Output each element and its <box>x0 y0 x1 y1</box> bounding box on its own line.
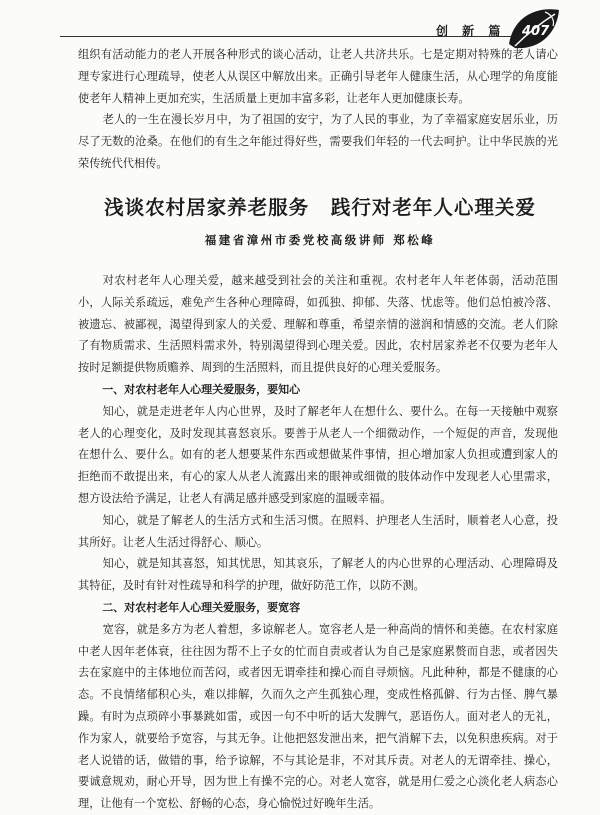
paragraph: 知心，就是走进老年人内心世界，及时了解老年人在想什么、要什么。在每一天接触中观察老人的心理变化，及时发现其喜怒哀乐。要善于从老人一个细微动作，一个短促的声音，发现他在想什么、要什么。如有的老人想要某件东西或想做某件事情，担心增加家人负担或遭到家人的拒绝而不敢提出来，有心的家人从老人流露出来的眼神或细微的肢体动作中发现老人心里需求，想方设法给予满足，让老人有满足感并感受到家庭的温暖幸福。 <box>78 404 558 505</box>
paragraph: 宽容，就是多方为老人着想，多谅解老人。宽容老人是一种高尚的情怀和美德。在农村家庭中老人因年老体衰，往往因为帮不上子女的忙而自责或者认为自己是家庭累赘而自悲，或者因失去在家庭中的主体地位而苦闷，或者因无谓牵挂和操心而自寻烦恼。凡此种种，都是不健康的心态。不良情绪郁积心头，难以排解，久而久之产生孤独心理，变成性格孤僻、行为古怪、脾气暴躁。有时为点琐碎小事暴跳如雷，或因一句不中听的话大发脾气，恶语伤人。面对老人的无礼，作为家人，就要给予宽容，与其无争。让他把怒发泄出来，把气消解下去，以免积患疾病。对于老人说错的话，做错的事，给予谅解，不与其论是非，不对其斥责。对老人的无谓牵挂、操心，要诚意规劝，耐心开导，因为世上有操不完的心。对老人宽容，就是用仁爱之心淡化老人病态心理，让他有一个宽松、舒畅的心态，身心愉悦过好晚年生活。 <box>78 622 558 811</box>
author-byline: 福建省漳州市委党校高级讲师 郑松峰 <box>204 233 436 247</box>
paragraph: 知心，就是知其喜怒，知其忧思，知其哀乐，了解老人的内心世界的心理活动、心理障碍及其特征，及时有针对性疏导和科学的护理，做好防范工作，以防不测。 <box>78 557 558 593</box>
intro-paragraph: 对农村老年人心理关爱，越来越受到社会的关注和重视。农村老年人年老体弱，活动范围小，人际关系疏远，难免产生各种心理障碍，如孤独、抑郁、失落、忧虑等。他们总怕被冷落、被遗忘、被鄙视，渴望得到家人的关爱、理解和尊重，希望亲情的滋润和情感的交流。老人们除了有物质需求、生活照料需求外，特别渴望得到心理关爱。因此，农村居家养老不仅要为老年人按时足额提供物质赡养、周到的生活照料，而且提供良好的心理关爱服务。 <box>78 274 558 375</box>
article-title: 浅谈农村居家养老服务 践行对老年人心理关爱 <box>104 196 536 219</box>
section-heading: 一、对农村老年人心理关爱服务，要知心 <box>102 382 301 396</box>
section-name: 创 新 篇 <box>436 24 506 38</box>
article-body <box>78 270 558 815</box>
paragraph: 老人的一生在漫长岁月中，为了祖国的安宁，为了人民的事业，为了幸福家庭安居乐业，历尽了无数的沧桑。在他们的有生之年能过得好些，需要我们年轻的一代去呵护。让中华民族的光荣传统代代相传。 <box>78 113 558 170</box>
page-header <box>0 0 600 50</box>
paragraph: 组织有活动能力的老人开展各种形式的谈心活动，让老人共济共乐。七是定期对特殊的老人请心理专家进行心理疏导，使老人从误区中解放出来。正确引导老年人健康生活，从心理学的角度能使老年人精神上更加充实，生活质量上更加丰富多彩，让老年人更加健康长寿。 <box>78 48 558 105</box>
paragraph: 知心，就是了解老人的生活方式和生活习惯。在照料、护理老人生活时，顺着老人心意，投其所好。让老人生活过得舒心、顺心。 <box>78 513 558 549</box>
section-heading: 二、对农村老年人心理关爱服务，要宽容 <box>102 600 301 614</box>
page-number: 407 <box>522 24 550 39</box>
previous-article-text <box>78 44 558 175</box>
